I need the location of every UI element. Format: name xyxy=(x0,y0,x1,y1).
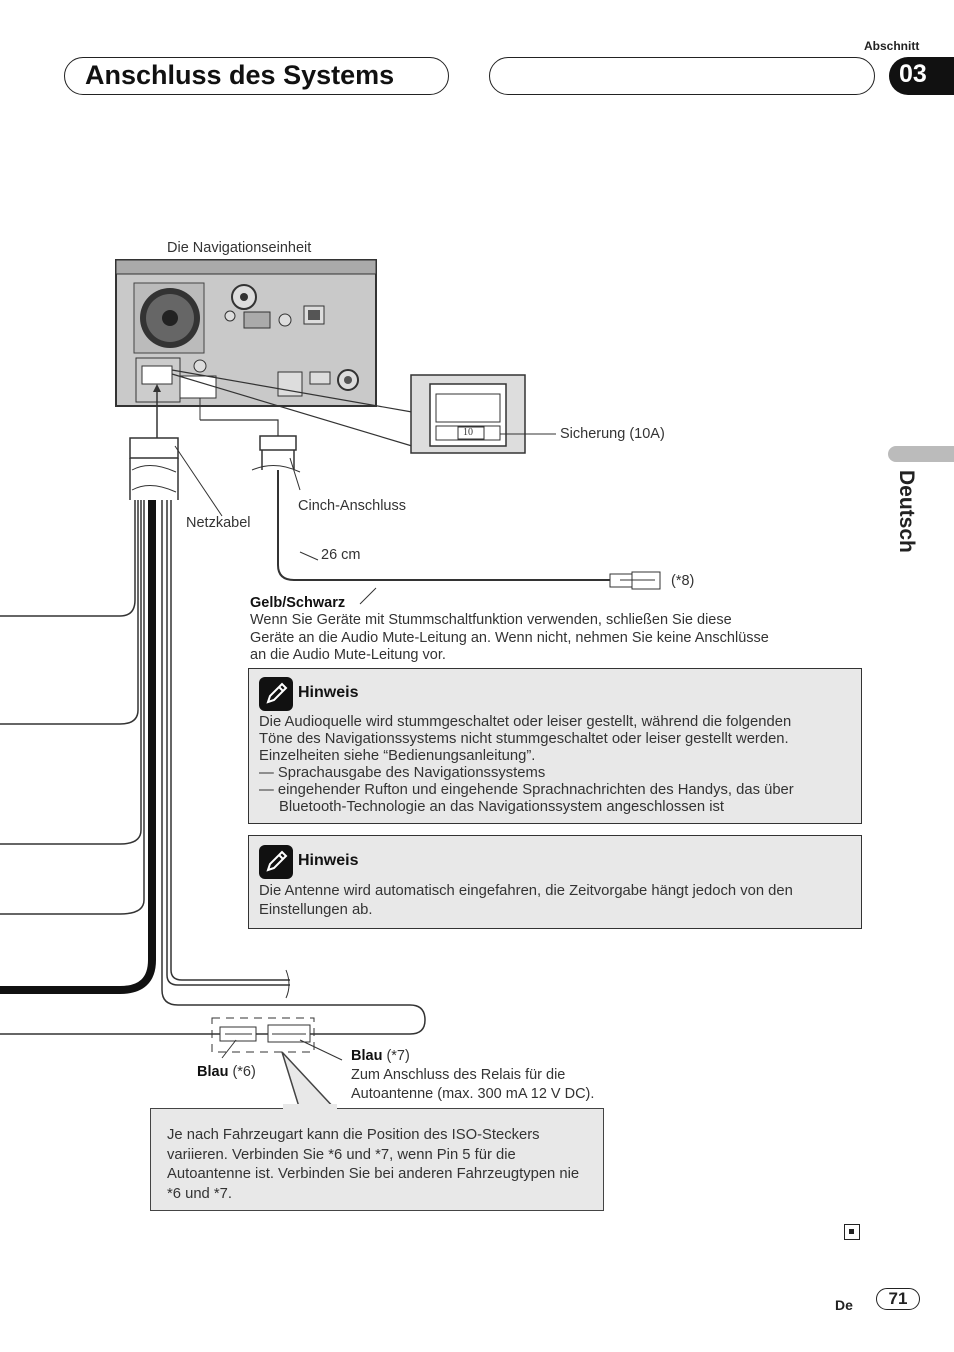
blue7-name: Blau xyxy=(351,1048,383,1064)
note-line: — Sprachausgabe des Navigationssystems xyxy=(259,765,546,781)
note-line: Einstellungen ab. xyxy=(259,902,373,918)
note-body-2 xyxy=(259,882,793,920)
power-cable-label: Netzkabel xyxy=(186,515,251,531)
note-title-2: Hinweis xyxy=(298,852,359,869)
page-title: Anschluss des Systems xyxy=(85,60,395,90)
footer-lang-code: De xyxy=(835,1297,853,1313)
note-box-2 xyxy=(248,835,862,929)
section-number: 03 xyxy=(899,60,927,88)
blue7-label xyxy=(351,1048,410,1064)
note-line: Töne des Navigationssystems nicht stummgeschaltet oder leiser gestellt werden. xyxy=(259,731,789,747)
rca-label: Cinch-Anschluss xyxy=(298,498,406,514)
iso-callout xyxy=(150,1108,604,1211)
end-mark-icon xyxy=(844,1224,860,1240)
note-line: — eingehender Rufton und eingehende Sprachnachrichten des Handys, das über xyxy=(259,782,794,798)
antenna-connectors xyxy=(212,1018,342,1060)
blue7-desc-2: Autoantenne (max. 300 mA 12 V DC). xyxy=(351,1086,595,1102)
iso-callout-text: Je nach Fahrzeugart kann die Position des ISO-Steckers variieren. Verbinden Sie *6 und *7, wenn Pin 5 für die Autoantenne ist. Verbinden Sie bei anderen Fahrzeugtypen nie *6 und *7. xyxy=(167,1127,580,1202)
fuse-label: Sicherung (10A) xyxy=(560,426,665,442)
mute-wire-desc: Wenn Sie Geräte mit Stummschaltfunktion verwenden, schließen Sie diese Geräte an die Audio Mute-Leitung an. Wenn nicht, nehmen Sie keine Anschlüsse an die Audio Mute-Leitung vor. xyxy=(250,612,769,663)
note-line: Bluetooth-Technologie an das Navigationssystem angeschlossen ist xyxy=(279,799,724,815)
blue7-desc-1: Zum Anschluss des Relais für die xyxy=(351,1067,566,1083)
note-title-1: Hinweis xyxy=(298,684,359,701)
callout-joint xyxy=(282,1104,338,1112)
mute-ref: (*8) xyxy=(671,573,695,589)
length-label: 26 cm xyxy=(321,547,361,563)
navigation-unit xyxy=(116,260,376,406)
callout-pointer xyxy=(282,1052,336,1110)
page-number: 71 xyxy=(876,1288,920,1310)
unit-label: Die Navigationseinheit xyxy=(167,240,312,256)
language-tab-label: Deutsch xyxy=(895,470,918,553)
fuse-value: 10 xyxy=(463,427,473,438)
blue6-name: Blau xyxy=(197,1064,229,1080)
note-box-1 xyxy=(248,668,862,824)
pencil-icon xyxy=(259,677,293,711)
section-label: Abschnitt xyxy=(864,39,920,53)
note-line: Die Audioquelle wird stummgeschaltet oder leiser gestellt, während die folgenden xyxy=(259,714,792,730)
note-body-1 xyxy=(259,714,794,816)
blue6-ref: (*6) xyxy=(232,1064,256,1080)
blue7-ref: (*7) xyxy=(386,1048,410,1064)
note-line: Einzelheiten siehe “Bedienungsanleitung”. xyxy=(259,748,536,764)
mute-wire-name: Gelb/Schwarz xyxy=(250,595,346,611)
pencil-icon xyxy=(259,845,293,879)
blue6-label xyxy=(197,1064,256,1080)
note-line: Die Antenne wird automatisch eingefahren, die Zeitvorgabe hängt jedoch von den xyxy=(259,883,793,899)
